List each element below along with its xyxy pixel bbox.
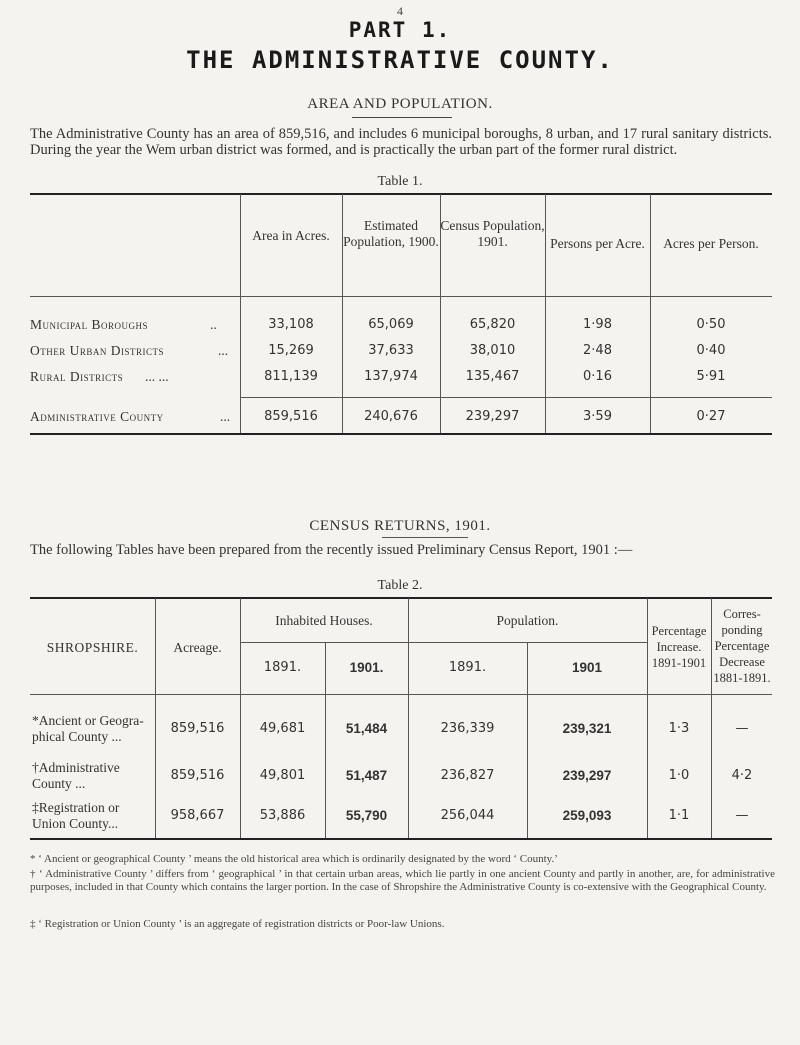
table2-pop-1891: 236,827: [440, 768, 495, 783]
table1-cell: 0·16: [583, 369, 612, 384]
table1-cell: 239,297: [465, 409, 520, 424]
table2-pop-1901: 239,321: [562, 721, 612, 736]
table1-header-area: Area in Acres.: [252, 228, 330, 243]
table1-row-dots: ..: [210, 317, 217, 332]
table1-header-estimated: Estimated Population, 1900.: [343, 218, 439, 249]
table2-decrease: —: [735, 721, 749, 736]
table1-cell: 15,269: [268, 343, 314, 358]
table1-header-census: Census Population, 1901.: [440, 218, 545, 249]
table2-year-pop-1901: 1901: [571, 660, 603, 675]
table2-houses-1891: 49,681: [259, 721, 306, 736]
table1-row-dots: ...: [220, 409, 231, 424]
table2-header-pct-increase: Percentage Increase. 1891-1901: [651, 624, 707, 670]
table2-houses-1901: 51,487: [345, 768, 388, 783]
table1-header-acres-per-person: Acres per Person.: [663, 236, 759, 251]
table1-cell: 811,139: [264, 369, 318, 384]
table1-row-dots: ...: [218, 343, 229, 358]
table2-houses-1891: 53,886: [259, 808, 306, 823]
table1-row-label: Municipal Boroughs: [30, 317, 149, 332]
table2-pop-1891: 256,044: [440, 808, 495, 823]
table2-header-acreage: Acreage.: [173, 640, 222, 655]
table1-cell: 859,516: [264, 409, 318, 424]
table1-header-persons-per-acre: Persons per Acre.: [550, 236, 645, 251]
table2-header-pct-decrease: Corres- ponding Percentage Decrease 1881-1891.: [713, 607, 771, 685]
table1-subtotal-rule: [240, 397, 772, 398]
table2-header-shropshire: SHROPSHIRE.: [46, 640, 139, 655]
table2-acreage: 958,667: [170, 808, 225, 823]
table2-year-rule: [240, 642, 647, 643]
table1-row-label: Rural Districts: [30, 369, 124, 384]
table2-row-label: Union County...: [32, 816, 119, 831]
table2-col-divider: [155, 598, 156, 838]
table2-year-houses-1891: 1891.: [263, 660, 302, 675]
table1-cell: 38,010: [469, 343, 516, 358]
table2-decrease: 4·2: [731, 768, 753, 783]
table2-increase: 1·3: [668, 721, 690, 736]
footnote-administrative: † ‘ Administrative County ’ differs from ‘ geographical ’ in that certain urban areas, which lie partly in one ancient County and partly in another, are, for administrative purposes, included in that County which contains the larger portion. In the case of Shropshire the Administrative County is co-extensive with the Geographical County.: [30, 868, 775, 893]
table1-cell: 0·40: [696, 343, 726, 358]
table1-cell: 33,108: [268, 317, 314, 332]
table1-cell: 37,633: [368, 343, 414, 358]
table1-cell: 135,467: [465, 369, 520, 384]
table2-increase: 1·1: [668, 808, 690, 823]
intro-paragraph: The Administrative County has an area of 859,516, and includes 6 municipal boroughs, 8 urban, and 17 rural sanitary districts. During the year the Wem urban district was formed, and is practically the urban part of the former rural district.: [30, 126, 772, 158]
table2-bottom-rule: [30, 838, 772, 840]
area-population-heading: AREA AND POPULATION.: [307, 96, 493, 112]
table2-acreage: 859,516: [170, 721, 225, 736]
table2-pop-1901: 259,093: [562, 808, 612, 823]
table1-header-rule: [30, 296, 772, 297]
table1-cell: 1·98: [583, 317, 612, 332]
table2-row-label: †Administrative: [32, 760, 120, 775]
table2-col-divider: [408, 598, 409, 838]
census-paragraph: The following Tables have been prepared from the recently issued Preliminary Census Report, 1901 :—: [30, 542, 633, 558]
table1-cell: 0·27: [696, 409, 726, 424]
census-returns-heading: CENSUS RETURNS, 1901.: [309, 518, 491, 534]
section-title: THE ADMINISTRATIVE COUNTY.: [186, 46, 614, 74]
table2-header-rule: [30, 694, 772, 695]
table1-col-divider: [545, 194, 546, 433]
table2-houses-1901: 55,790: [345, 808, 388, 823]
table1-bottom-rule: [30, 433, 772, 435]
table1-cell: 3·59: [583, 409, 612, 424]
table2-row-label: *Ancient or Geogra-: [32, 713, 144, 728]
table2-header-population: Population.: [496, 613, 559, 628]
table2-top-rule: [30, 597, 772, 599]
table1-cell: 65,069: [368, 317, 414, 332]
table1-caption: Table 1.: [377, 174, 423, 189]
table2-row-label: phical County ...: [32, 729, 122, 744]
part-heading: PART 1.: [348, 18, 452, 42]
census-heading-underline: [382, 537, 468, 538]
table2-decrease: —: [735, 808, 749, 823]
table2-pop-1901: 239,297: [562, 768, 612, 783]
table2-col-divider: [240, 598, 241, 838]
table1-cell: 2·48: [583, 343, 612, 358]
table2-year-houses-1901: 1901.: [349, 660, 384, 675]
table1-col-divider: [650, 194, 651, 433]
table1-top-rule: [30, 193, 772, 195]
table2-houses-1901: 51,484: [345, 721, 388, 736]
table1-cell: 0·50: [696, 317, 726, 332]
table1-cell: 65,820: [469, 317, 516, 332]
table2-row-label: County ...: [32, 776, 86, 791]
footnote-ancient: * ‘ Ancient or geographical County ’ means the old historical area which is ordinarily designated by the word ‘ County.’: [30, 853, 558, 865]
table1-cell: 5·91: [696, 369, 726, 384]
table2-acreage: 859,516: [170, 768, 225, 783]
page-number: 4: [397, 4, 403, 18]
table2-row-label: ‡Registration or: [32, 800, 120, 815]
table2-header-inhabited: Inhabited Houses.: [275, 613, 373, 628]
heading-underline: [352, 117, 452, 118]
table1-row-label: Other Urban Districts: [30, 343, 165, 358]
table1-row-label: Administrative County: [30, 409, 164, 424]
table2-year-pop-1891: 1891.: [448, 660, 487, 675]
table2-increase: 1·0: [668, 768, 690, 783]
table2-houses-1891: 49,801: [259, 768, 306, 783]
table1-cell: 137,974: [364, 369, 418, 384]
table1-row-dots: ... ...: [145, 369, 169, 384]
table1-cell: 240,676: [364, 409, 418, 424]
table2-pop-1891: 236,339: [440, 721, 495, 736]
table2-caption: Table 2.: [377, 578, 423, 593]
footnote-registration: ‡ ‘ Registration or Union County ’ is an aggregate of registration districts or Poor-law Unions.: [30, 918, 445, 930]
